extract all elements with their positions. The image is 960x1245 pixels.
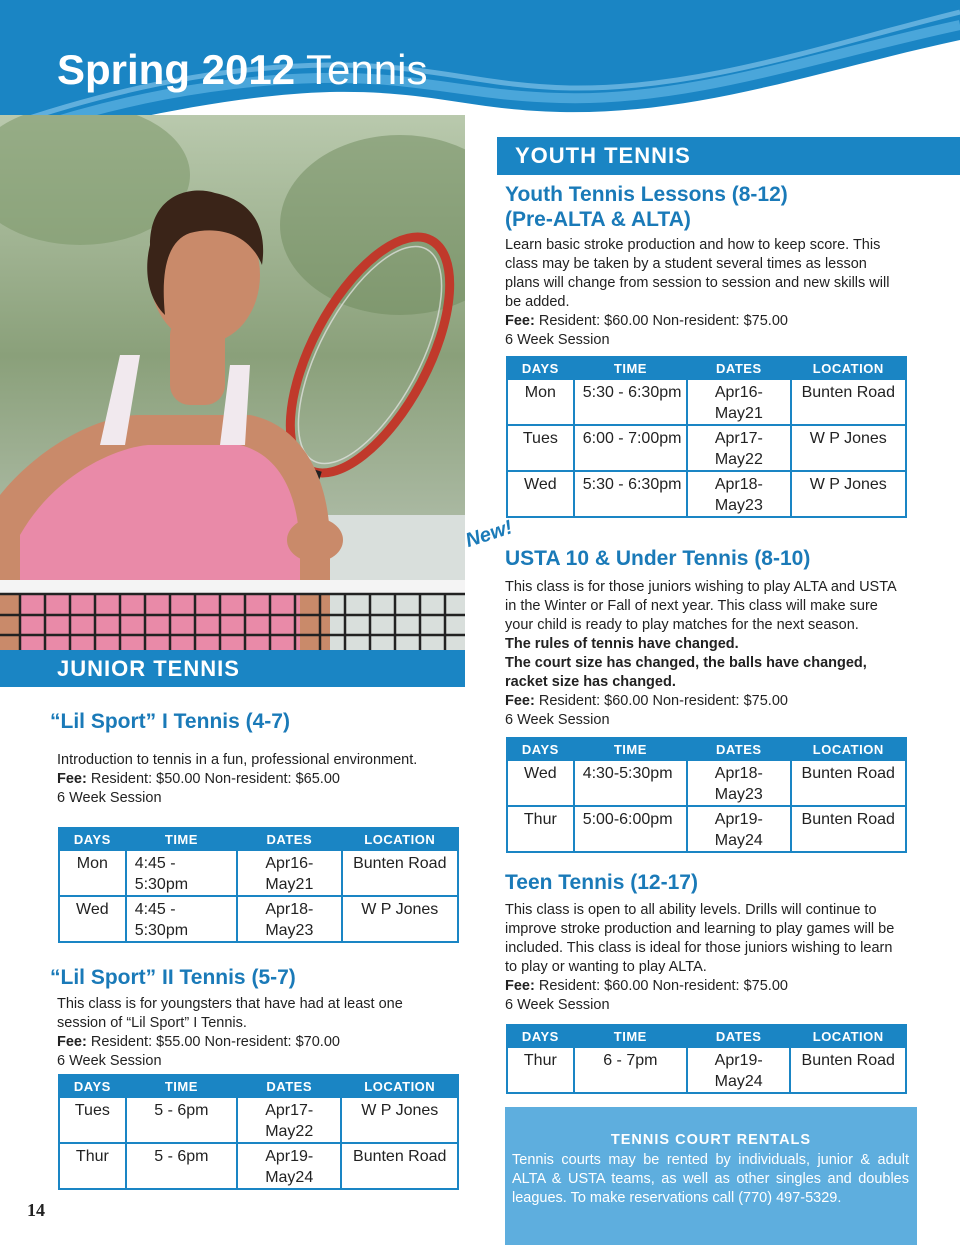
page-title-bold: Spring 2012	[57, 46, 296, 93]
col-header-dates: DATES	[687, 357, 790, 379]
usta-session: 6 Week Session	[505, 712, 610, 728]
page-title-light: Tennis	[306, 46, 428, 93]
cell-dates	[687, 471, 790, 517]
cell-day: Thur	[59, 1143, 126, 1189]
col-header-location: LOCATION	[791, 738, 906, 760]
lil-sport-2-title: “Lil Sport” II Tennis (5-7)	[50, 966, 296, 989]
usta-desc: This class is for those juniors wishing to play ALTA and USTA in the Winter or Fall of next year. This class will make sure your child is ready to play matches for the next season.	[505, 579, 896, 633]
lil-sport-2-fee: Resident: $55.00 Non-resident: $70.00	[90, 1034, 340, 1050]
youth-tennis-band	[497, 137, 960, 175]
cell-time: 5:30 - 6:30pm	[574, 471, 687, 517]
cell-day: Thur	[507, 806, 574, 852]
table-header-row	[507, 1025, 906, 1047]
cell-time: 5:30 - 6:30pm	[574, 379, 687, 425]
cell-dates	[687, 425, 790, 471]
table-header-row	[507, 738, 906, 760]
col-header-location: LOCATION	[791, 357, 906, 379]
table-row	[59, 896, 458, 942]
cell-location: Bunten Road	[790, 1047, 906, 1093]
lil-sport-1-fee-label: Fee:	[57, 771, 87, 787]
col-header-location: LOCATION	[341, 1075, 458, 1097]
cell-location: W P Jones	[342, 896, 458, 942]
date-start: Apr17-	[714, 430, 763, 447]
date-start: Apr18-	[265, 901, 314, 918]
date-start: Apr19-	[714, 811, 763, 828]
tennis-player-photo	[0, 115, 465, 650]
new-tag: New!	[462, 516, 516, 553]
col-header-dates: DATES	[237, 828, 341, 850]
cell-location: Bunten Road	[791, 806, 906, 852]
lil-sport-2-text	[57, 995, 442, 1071]
teen-desc: This class is open to all ability levels. Drills will continue to improve stroke production and learning to play games will be included. This class is ideal for those juniors wishing to learn to play or wanting to play ALTA.	[505, 902, 895, 975]
date-end: May24	[714, 832, 763, 849]
lil-sport-2-schedule-table	[58, 1074, 459, 1190]
youth-lessons-session: 6 Week Session	[505, 332, 610, 348]
table-row	[59, 1097, 458, 1143]
date-start: Apr16-	[714, 384, 763, 401]
date-end: May22	[714, 451, 763, 468]
cell-day: Wed	[59, 896, 126, 942]
usta-schedule-table	[506, 737, 907, 853]
lil-sport-1-desc: Introduction to tennis in a fun, professional environment.	[57, 752, 418, 768]
date-end: May24	[265, 1169, 314, 1186]
date-start: Apr18-	[714, 765, 763, 782]
teen-session: 6 Week Session	[505, 997, 610, 1013]
lil-sport-1-session: 6 Week Session	[57, 790, 162, 806]
cell-dates	[237, 850, 341, 896]
youth-tennis-band-label: YOUTH TENNIS	[515, 143, 691, 168]
col-header-dates: DATES	[687, 738, 790, 760]
col-header-days: DAYS	[507, 357, 574, 379]
cell-location: Bunten Road	[791, 760, 906, 806]
col-header-time: TIME	[574, 738, 687, 760]
table-row	[507, 425, 906, 471]
col-header-time: TIME	[574, 1025, 687, 1047]
date-start: Apr16-	[265, 855, 314, 872]
col-header-days: DAYS	[59, 1075, 126, 1097]
teen-title: Teen Tennis (12-17)	[505, 871, 698, 894]
court-rentals-body: Tennis courts may be rented by individuals, junior & adult ALTA & USTA teams, as well as other singles and doubles leagues. To make reservations call (770) 497-5329.	[512, 1152, 909, 1206]
lil-sport-2-fee-label: Fee:	[57, 1034, 87, 1050]
col-header-dates: DATES	[687, 1025, 791, 1047]
date-end: May23	[265, 922, 314, 939]
table-header-row	[59, 1075, 458, 1097]
cell-dates	[237, 1143, 341, 1189]
cell-day: Mon	[507, 379, 574, 425]
cell-dates	[237, 1097, 341, 1143]
cell-day: Tues	[507, 425, 574, 471]
date-end: May21	[265, 876, 314, 893]
teen-schedule-table	[506, 1024, 907, 1094]
youth-lessons-text	[505, 236, 900, 350]
cell-dates	[687, 1047, 791, 1093]
usta-title: USTA 10 & Under Tennis (8-10)	[505, 547, 811, 570]
usta-rules-changed: The rules of tennis have changed.	[505, 636, 739, 652]
cell-time: 4:30-5:30pm	[574, 760, 687, 806]
cell-dates	[687, 760, 790, 806]
youth-lessons-title-line2: (Pre-ALTA & ALTA)	[505, 208, 691, 231]
youth-lessons-schedule-table	[506, 356, 907, 518]
table-row	[59, 850, 458, 896]
col-header-time: TIME	[126, 1075, 237, 1097]
table-row	[507, 806, 906, 852]
lil-sport-1-title: “Lil Sport” I Tennis (4-7)	[50, 710, 290, 733]
date-end: May24	[714, 1073, 763, 1090]
cell-location: Bunten Road	[341, 1143, 458, 1189]
cell-location: Bunten Road	[342, 850, 458, 896]
cell-time: 5 - 6pm	[126, 1097, 237, 1143]
lil-sport-2-desc: This class is for youngsters that have had at least one session of “Lil Sport” I Tennis.	[57, 996, 403, 1031]
col-header-days: DAYS	[59, 828, 126, 850]
cell-time: 5 - 6pm	[126, 1143, 237, 1189]
teen-fee: Resident: $60.00 Non-resident: $75.00	[538, 978, 788, 994]
court-rentals-box	[505, 1107, 917, 1245]
youth-lessons-fee-label: Fee:	[505, 313, 535, 329]
col-header-location: LOCATION	[790, 1025, 906, 1047]
table-row	[507, 379, 906, 425]
youth-lessons-title-line1: Youth Tennis Lessons (8-12)	[505, 183, 788, 206]
date-start: Apr19-	[265, 1148, 314, 1165]
cell-time: 5:00-6:00pm	[574, 806, 687, 852]
date-start: Apr17-	[265, 1102, 314, 1119]
cell-time: 4:45 - 5:30pm	[126, 896, 237, 942]
col-header-days: DAYS	[507, 738, 574, 760]
usta-court-changed: The court size has changed, the balls have changed, racket size has changed.	[505, 655, 867, 690]
lil-sport-1-fee: Resident: $50.00 Non-resident: $65.00	[90, 771, 340, 787]
usta-fee-label: Fee:	[505, 693, 535, 709]
cell-location: W P Jones	[791, 471, 906, 517]
cell-day: Wed	[507, 760, 574, 806]
col-header-time: TIME	[574, 357, 687, 379]
usta-text	[505, 578, 900, 730]
page-number: 14	[27, 1200, 45, 1220]
teen-text	[505, 901, 895, 1015]
cell-time: 6:00 - 7:00pm	[574, 425, 687, 471]
court-rentals-title: TENNIS COURT RENTALS	[610, 1132, 812, 1148]
date-end: May22	[265, 1123, 314, 1140]
teen-fee-label: Fee:	[505, 978, 535, 994]
cell-location: Bunten Road	[791, 379, 906, 425]
cell-location: W P Jones	[341, 1097, 458, 1143]
cell-day: Mon	[59, 850, 126, 896]
date-start: Apr19-	[714, 1052, 763, 1069]
lil-sport-1-text	[57, 751, 457, 808]
cell-dates	[687, 379, 790, 425]
cell-dates	[687, 806, 790, 852]
usta-fee: Resident: $60.00 Non-resident: $75.00	[538, 693, 788, 709]
date-start: Apr18-	[714, 476, 763, 493]
table-row	[59, 1143, 458, 1189]
table-row	[507, 760, 906, 806]
lil-sport-2-session: 6 Week Session	[57, 1053, 162, 1069]
cell-dates	[237, 896, 341, 942]
date-end: May21	[714, 405, 763, 422]
cell-time: 4:45 - 5:30pm	[126, 850, 237, 896]
cell-day: Thur	[507, 1047, 574, 1093]
page-title	[57, 46, 427, 94]
cell-day: Tues	[59, 1097, 126, 1143]
col-header-dates: DATES	[237, 1075, 341, 1097]
col-header-location: LOCATION	[342, 828, 458, 850]
col-header-days: DAYS	[507, 1025, 574, 1047]
cell-day: Wed	[507, 471, 574, 517]
youth-lessons-desc: Learn basic stroke production and how to keep score. This class may be taken by a student several times as lesson plans will change from session to session and new skills will be added.	[505, 237, 890, 310]
date-end: May23	[714, 786, 763, 803]
table-row	[507, 471, 906, 517]
cell-time: 6 - 7pm	[574, 1047, 687, 1093]
table-header-row	[59, 828, 458, 850]
col-header-time: TIME	[126, 828, 237, 850]
table-row	[507, 1047, 906, 1093]
youth-lessons-fee: Resident: $60.00 Non-resident: $75.00	[538, 313, 788, 329]
junior-tennis-band	[0, 650, 465, 687]
junior-tennis-band-label: JUNIOR TENNIS	[57, 656, 240, 681]
lil-sport-1-schedule-table	[58, 827, 459, 943]
date-end: May23	[714, 497, 763, 514]
cell-location: W P Jones	[791, 425, 906, 471]
table-header-row	[507, 357, 906, 379]
youth-lessons-title	[505, 182, 788, 232]
